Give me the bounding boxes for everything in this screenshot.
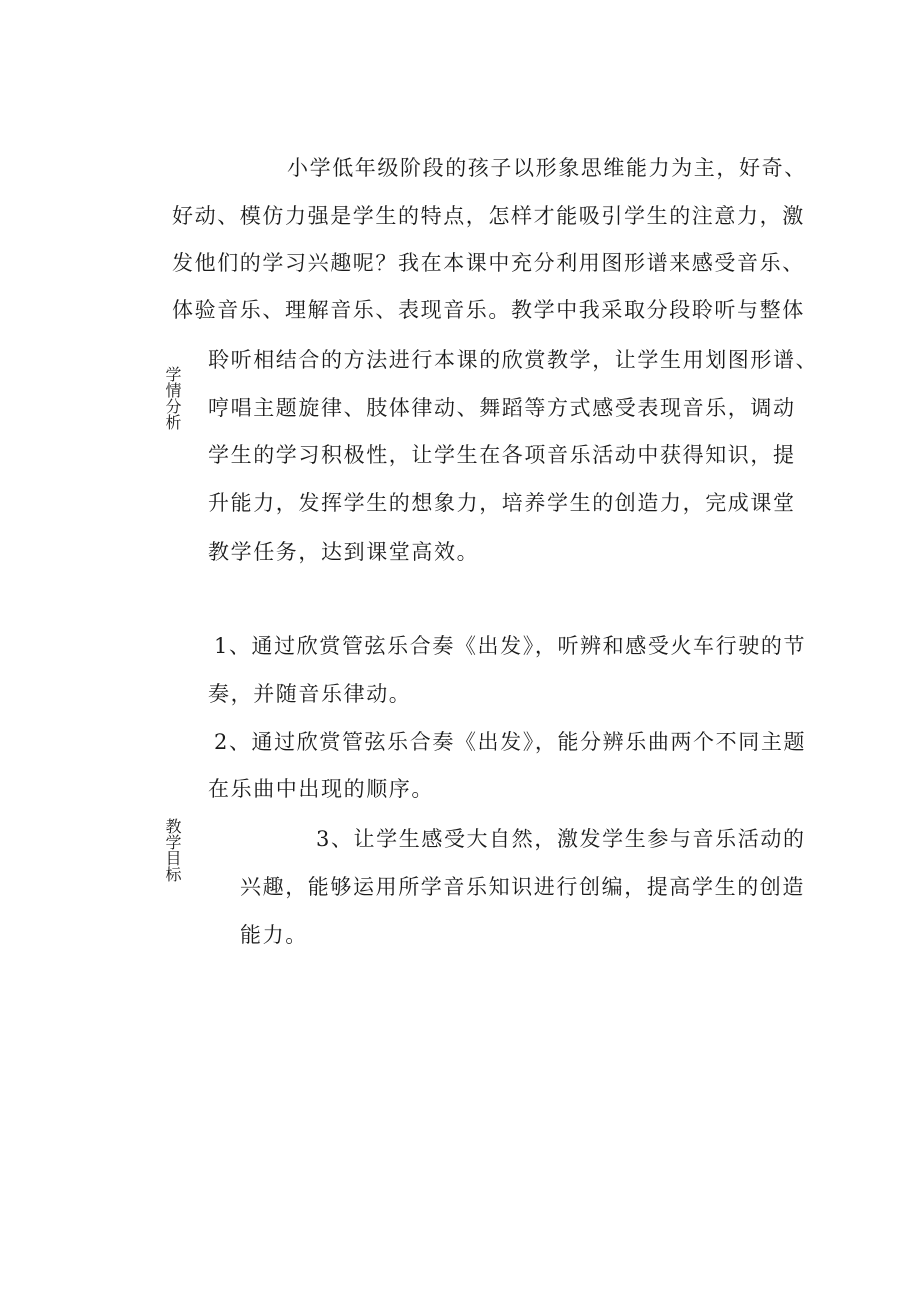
objective-line-7: 能力。 [240, 923, 308, 947]
objective-line-3: 2、通过欣赏管弦乐合奏《出发》，能分辨乐曲两个不同主题 [214, 730, 807, 754]
objective-line-6: 兴趣，能够运用所学音乐知识进行创编，提高学生的创造 [240, 875, 805, 899]
analysis-line-1: 小学低年级阶段的孩子以形象思维能力为主，好奇、 [287, 156, 807, 180]
analysis-line-8: 升能力，发挥学生的想象力，培养学生的创造力，完成课堂 [208, 491, 796, 515]
analysis-line-6: 哼唱主题旋律、肢体律动、舞蹈等方式感受表现音乐，调动 [208, 396, 796, 420]
objective-line-1: 1、通过欣赏管弦乐合奏《出发》，听辨和感受火车行驶的节 [214, 634, 807, 658]
objective-line-2: 奏，并随音乐律动。 [208, 682, 412, 706]
analysis-line-7: 学生的学习积极性，让学生在各项音乐活动中获得知识，提 [208, 443, 796, 467]
analysis-line-5: 聆听相结合的方法进行本课的欣赏教学，让学生用划图形谱、 [208, 348, 819, 372]
objectives-section-label: 教学目标 [163, 818, 182, 882]
objective-line-5: 3、让学生感受大自然，激发学生参与音乐活动的 [316, 827, 806, 851]
analysis-line-9: 教学任务，达到课堂高效。 [208, 540, 480, 564]
objective-line-4: 在乐曲中出现的顺序。 [208, 777, 434, 801]
analysis-section-label: 学情分析 [163, 366, 182, 430]
analysis-line-2: 好动、模仿力强是学生的特点，怎样才能吸引学生的注意力，激 [172, 204, 805, 228]
analysis-line-4: 体验音乐、理解音乐、表现音乐。教学中我采取分段聆听与整体 [172, 298, 805, 322]
analysis-line-3: 发他们的学习兴趣呢？我在本课中充分利用图形谱来感受音乐、 [172, 251, 805, 275]
